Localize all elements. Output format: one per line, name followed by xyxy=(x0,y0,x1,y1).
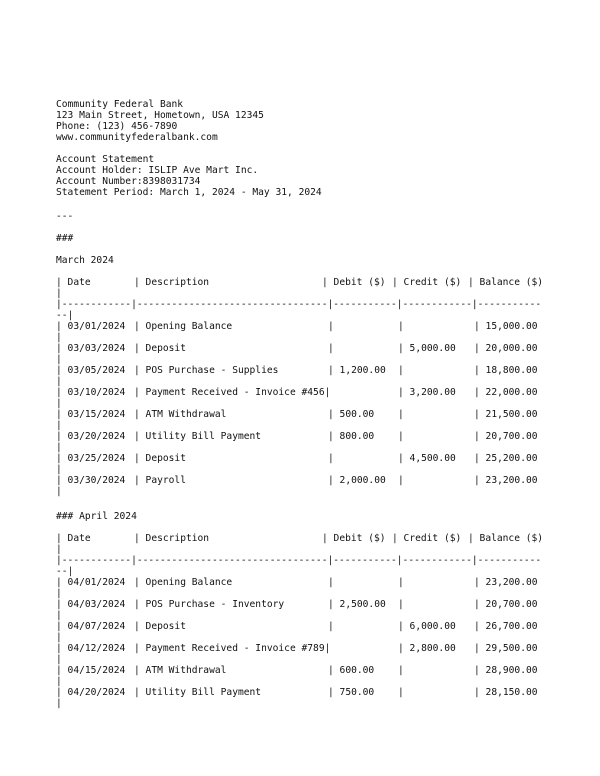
row-trailing-pipe: | xyxy=(56,610,62,621)
cell-debit: | xyxy=(328,577,334,588)
cell-balance: | 20,000.00 xyxy=(474,343,538,354)
row-trailing-pipe: | xyxy=(56,464,62,475)
table-row xyxy=(56,431,538,453)
cell-description: | Payment Received - Invoice #789| xyxy=(134,643,331,654)
cell-description: | Deposit xyxy=(134,453,186,464)
row-trailing-pipe: | xyxy=(56,676,62,687)
cell-date: | 03/05/2024 xyxy=(56,365,126,376)
table-separator: |------------|---------------------------------|-----------|------------|----------- xyxy=(56,555,542,566)
table-row xyxy=(56,409,538,431)
cell-credit: | 5,000.00 xyxy=(398,343,456,354)
cell-debit: | xyxy=(328,321,334,332)
row-trailing-pipe: | xyxy=(56,588,62,599)
cell-debit: | 2,500.00 xyxy=(328,599,386,610)
cell-credit: | xyxy=(398,665,404,676)
horizontal-rule-marker: --- xyxy=(56,211,74,222)
cell-debit: | 600.00 xyxy=(328,665,375,676)
cell-debit: | 750.00 xyxy=(328,687,375,698)
cell-description: | Utility Bill Payment xyxy=(134,687,262,698)
cell-balance: | 23,200.00 xyxy=(474,577,538,588)
cell-description: | Opening Balance xyxy=(134,577,233,588)
cell-date: | 04/20/2024 xyxy=(56,687,126,698)
header-date: | Date xyxy=(56,277,91,288)
bank-website: www.communityfederalbank.com xyxy=(56,132,218,143)
table-row xyxy=(56,387,538,409)
row-trailing-pipe: | xyxy=(56,332,62,343)
cell-debit: | xyxy=(328,343,334,354)
cell-debit: | xyxy=(328,453,334,464)
row-trailing-pipe: | xyxy=(56,654,62,665)
cell-balance: | 20,700.00 xyxy=(474,599,538,610)
cell-credit: | xyxy=(398,475,404,486)
cell-balance: | 20,700.00 xyxy=(474,431,538,442)
bank-phone: Phone: (123) 456-7890 xyxy=(56,121,178,132)
cell-credit: | xyxy=(398,687,404,698)
header-date: | Date xyxy=(56,533,91,544)
cell-balance: | 18,800.00 xyxy=(474,365,538,376)
row-trailing-pipe: | xyxy=(56,698,62,709)
cell-date: | 03/20/2024 xyxy=(56,431,126,442)
cell-credit: | xyxy=(398,321,404,332)
march-table xyxy=(56,277,556,497)
cell-balance: | 23,200.00 xyxy=(474,475,538,486)
cell-debit: | 1,200.00 xyxy=(328,365,386,376)
april-heading: ### April 2024 xyxy=(56,511,137,522)
table-row xyxy=(56,365,538,387)
table-row xyxy=(56,599,538,621)
cell-credit: | xyxy=(398,409,404,420)
account-number: Account Number:8398031734 xyxy=(56,176,201,187)
table-row xyxy=(56,665,538,687)
table-row xyxy=(56,475,538,497)
cell-debit: | xyxy=(328,621,334,632)
cell-description: | Payment Received - Invoice #456| xyxy=(134,387,331,398)
header-debit: | Debit ($) xyxy=(322,533,386,544)
row-trailing-pipe: | xyxy=(56,632,62,643)
cell-balance: | 22,000.00 xyxy=(474,387,538,398)
statement-period: Statement Period: March 1, 2024 - May 31, 2024 xyxy=(56,187,322,198)
cell-date: | 03/10/2024 xyxy=(56,387,126,398)
cell-description: | ATM Withdrawal xyxy=(134,665,227,676)
cell-credit: | 4,500.00 xyxy=(398,453,456,464)
cell-description: | Utility Bill Payment xyxy=(134,431,262,442)
cell-date: | 04/07/2024 xyxy=(56,621,126,632)
bank-address: 123 Main Street, Hometown, USA 12345 xyxy=(56,110,264,121)
cell-credit: | xyxy=(398,599,404,610)
march-heading: March 2024 xyxy=(56,255,114,266)
account-holder: Account Holder: ISLIP Ave Mart Inc. xyxy=(56,165,259,176)
cell-balance: | 28,900.00 xyxy=(474,665,538,676)
table-header-row xyxy=(56,277,544,299)
header-credit: | Credit ($) xyxy=(392,533,462,544)
statement-title: Account Statement xyxy=(56,154,155,165)
header-credit: | Credit ($) xyxy=(392,277,462,288)
header-trailing-pipe: | xyxy=(56,544,62,555)
cell-credit: | xyxy=(398,431,404,442)
cell-credit: | xyxy=(398,577,404,588)
cell-debit: | 500.00 xyxy=(328,409,375,420)
cell-description: | Deposit xyxy=(134,621,186,632)
table-row xyxy=(56,321,538,343)
heading-marker: ### xyxy=(56,233,74,244)
header-trailing-pipe: | xyxy=(56,288,62,299)
cell-balance: | 21,500.00 xyxy=(474,409,538,420)
cell-date: | 03/15/2024 xyxy=(56,409,126,420)
april-table xyxy=(56,533,556,709)
table-row xyxy=(56,453,538,475)
cell-credit: | xyxy=(398,365,404,376)
cell-balance: | 28,150.00 xyxy=(474,687,538,698)
cell-description: | Deposit xyxy=(134,343,186,354)
cell-date: | 04/15/2024 xyxy=(56,665,126,676)
cell-debit: | 2,000.00 xyxy=(328,475,386,486)
cell-balance: | 29,500.00 xyxy=(474,643,538,654)
cell-date: | 04/03/2024 xyxy=(56,599,126,610)
cell-description: | Opening Balance xyxy=(134,321,233,332)
cell-balance: | 26,700.00 xyxy=(474,621,538,632)
bank-name: Community Federal Bank xyxy=(56,99,184,110)
table-row xyxy=(56,643,538,665)
header-description: | Description xyxy=(134,533,210,544)
table-row xyxy=(56,687,538,709)
cell-credit: | 2,800.00 xyxy=(398,643,456,654)
cell-date: | 03/01/2024 xyxy=(56,321,126,332)
cell-description: | ATM Withdrawal xyxy=(134,409,227,420)
cell-balance: | 25,200.00 xyxy=(474,453,538,464)
row-trailing-pipe: | xyxy=(56,486,62,497)
row-trailing-pipe: | xyxy=(56,420,62,431)
cell-date: | 03/30/2024 xyxy=(56,475,126,486)
table-separator: |------------|---------------------------------|-----------|------------|----------- xyxy=(56,299,542,310)
header-balance: | Balance ($) xyxy=(468,533,544,544)
cell-credit: | 3,200.00 xyxy=(398,387,456,398)
cell-description: | POS Purchase - Inventory xyxy=(134,599,285,610)
cell-description: | Payroll xyxy=(134,475,186,486)
cell-description: | POS Purchase - Supplies xyxy=(134,365,279,376)
cell-date: | 04/01/2024 xyxy=(56,577,126,588)
header-description: | Description xyxy=(134,277,210,288)
header-balance: | Balance ($) xyxy=(468,277,544,288)
cell-date: | 03/25/2024 xyxy=(56,453,126,464)
cell-credit: | 6,000.00 xyxy=(398,621,456,632)
table-row xyxy=(56,621,538,643)
table-separator-wrap: --| xyxy=(56,566,74,577)
row-trailing-pipe: | xyxy=(56,398,62,409)
table-row xyxy=(56,577,538,599)
row-trailing-pipe: | xyxy=(56,376,62,387)
table-header-row xyxy=(56,533,544,555)
table-row xyxy=(56,343,538,365)
header-debit: | Debit ($) xyxy=(322,277,386,288)
row-trailing-pipe: | xyxy=(56,354,62,365)
cell-date: | 03/03/2024 xyxy=(56,343,126,354)
cell-debit: | 800.00 xyxy=(328,431,375,442)
cell-date: | 04/12/2024 xyxy=(56,643,126,654)
table-separator-wrap: --| xyxy=(56,310,74,321)
cell-balance: | 15,000.00 xyxy=(474,321,538,332)
row-trailing-pipe: | xyxy=(56,442,62,453)
